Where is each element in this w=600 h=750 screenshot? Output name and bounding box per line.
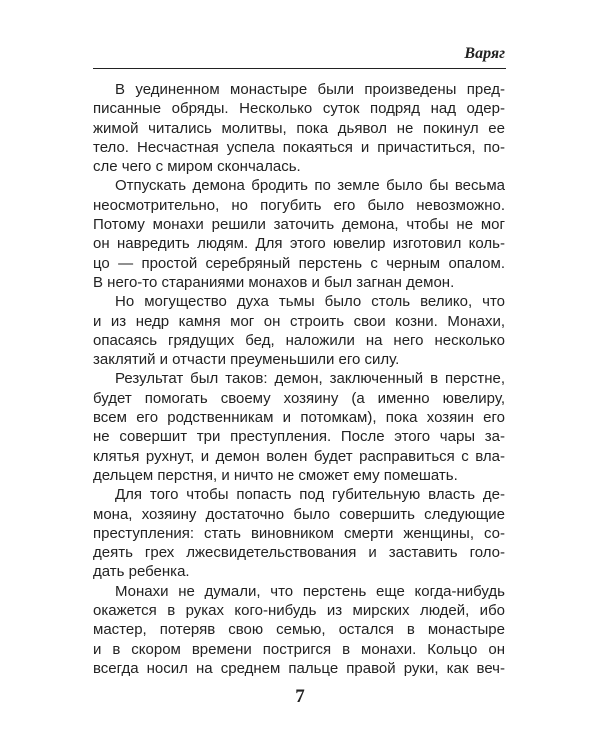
text-line: всегда носил на среднем пальце правой руки, как веч- (93, 659, 505, 677)
text-line: Но могущество духа тьмы было столь велико, что (115, 293, 505, 311)
paragraph (93, 582, 505, 678)
text-line: Монахи не думали, что перстень еще когда-нибудь (115, 582, 505, 600)
text-line: неосмотрительно, но погубить его было невозможно. (93, 196, 505, 214)
text-line: деять грех лжесвидетельствования и заставить голо- (93, 544, 505, 562)
paragraph (93, 292, 505, 369)
page-number: 7 (295, 686, 305, 707)
text-line: заклятий и отчасти преуменьшили его силу. (93, 351, 400, 369)
text-line: тело. Несчастная успела покаяться и причаститься, по- (93, 138, 505, 156)
text-line: В уединенном монастыре были произведены пред- (115, 81, 505, 98)
text-line: В него-то стараниями монахов и был загнан демон. (93, 273, 455, 291)
text-line: Потому монахи решили заточить демона, чтобы не мог (93, 216, 505, 234)
paragraph (93, 369, 505, 485)
text-line: цо — простой серебряный перстень с черным опалом. (93, 254, 505, 272)
text-line: Отпускать демона бродить по земле было бы весьма (115, 177, 505, 195)
paragraph (93, 176, 505, 292)
paragraph (93, 485, 505, 581)
text-line: дать ребенка. (93, 563, 190, 581)
text-line: окажется в руках кого-нибудь из мирских людей, ибо (93, 602, 505, 620)
running-header: Варяг (464, 45, 505, 62)
text-line: Для того чтобы попасть под губительную власть де- (115, 486, 505, 504)
page-body (93, 80, 505, 678)
text-line: Результат был таков: демон, заключенный в перстне, (115, 370, 505, 388)
header-rule (93, 68, 506, 69)
text-line: писанные обряды. Несколько суток подряд над одер- (93, 100, 505, 118)
text-line: не совершит три преступления. После этого чары за- (93, 428, 505, 446)
text-line: мастер, потеряв свою семью, остался в монастыре (93, 621, 505, 639)
text-line: всем его родственникам и потомкам), пока хозяин его (93, 409, 505, 427)
text-line: он навредить людям. Для этого ювелир изготовил коль- (93, 235, 505, 253)
text-line: и в скором времени постригся в монахи. Кольцо он (93, 640, 505, 658)
text-line: жимой читались молитвы, пока дьявол не покинул ее (93, 119, 505, 137)
text-line: мона, хозяину достаточно было совершить следующие (93, 505, 505, 523)
text-line: опасаясь грядущих бед, наложили на него несколько (93, 331, 505, 349)
text-line: клятья рухнут, и демон волен будет расправиться с вла- (93, 447, 505, 465)
text-line: преступления: стать виновником смерти женщины, со- (93, 524, 505, 542)
text-line: дельцем перстня, и ничто не сможет ему помешать. (93, 466, 458, 484)
paragraph (93, 80, 505, 176)
text-line: и из недр камня мог он строить свои козни. Монахи, (93, 312, 505, 330)
text-line: сле чего с миром скончалась. (93, 158, 301, 176)
text-line: будет помогать своему хозяину (а именно ювелиру, (93, 389, 505, 407)
